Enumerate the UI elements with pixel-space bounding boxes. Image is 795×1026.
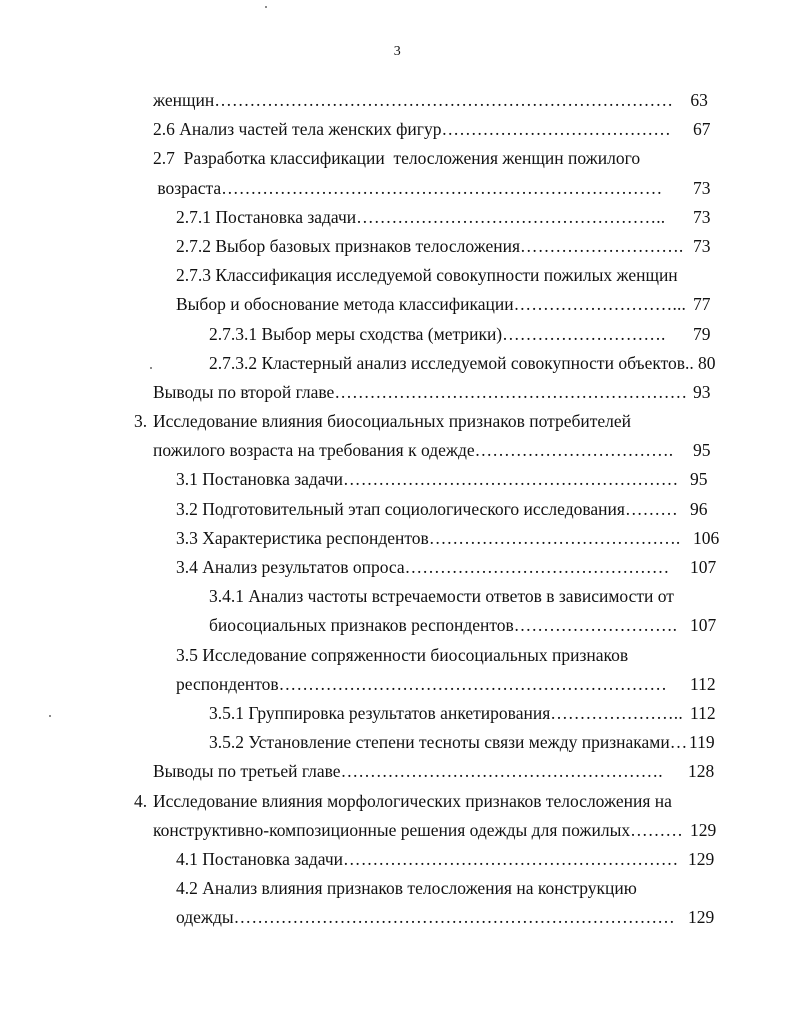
chapter-number: 4. <box>134 790 148 811</box>
toc-entry-page: 112 <box>690 702 716 723</box>
dot-leader: ………………………. <box>520 235 684 256</box>
toc-entry <box>0 203 795 232</box>
toc-entry-text: возраста………………………………………………………………… <box>153 174 662 203</box>
toc-entry-text: конструктивно-композиционные решения одежды для пожилых……… <box>153 816 683 845</box>
toc-entry <box>0 553 795 582</box>
toc-entry-page: 119 <box>689 732 715 753</box>
toc-entry-text: 2.7.3.1 Выбор меры сходства (метрики)………………………. <box>209 320 666 349</box>
toc-entry <box>0 436 795 465</box>
dot-leader: ………………………………………………………… <box>278 673 667 694</box>
toc-entry-text: 3.2 Подготовительный этап социологического исследования……… <box>176 495 678 524</box>
toc-entry-page: 128 <box>688 761 715 782</box>
scan-speck <box>150 367 152 369</box>
toc-entry-text: 3.5.2 Установление степени тесноты связи между признаками… <box>209 732 688 753</box>
toc-entry-page: 106 <box>693 527 720 548</box>
toc-entry <box>0 378 795 407</box>
toc-entry-text: Исследование влияния биосоциальных признаков потребителей <box>153 411 632 432</box>
toc-entry-text: 2.7.3 Классификация исследуемой совокупности пожилых женщин <box>176 265 678 286</box>
toc-entry-page: 67 <box>693 119 711 140</box>
toc-entry-text: 3.4 Анализ результатов опроса……………………………………… <box>176 553 669 582</box>
dot-leader: ……… <box>630 819 684 840</box>
toc-entry-text: 3.5 Исследование сопряженности биосоциальных признаков <box>176 644 629 665</box>
dot-leader: ………………………………………………………………… <box>221 177 663 198</box>
toc-entry-text: респондентов………………………………………………………… <box>176 670 667 699</box>
toc-entry <box>0 845 795 874</box>
toc-entry <box>0 407 795 436</box>
toc-entry-page: 107 <box>690 557 717 577</box>
toc-entry-text: Исследование влияния морфологических признаков телосложения на <box>153 790 672 811</box>
dot-leader: …………………………………………………………………… <box>214 90 674 110</box>
toc-entry-text: биосоциальных признаков респондентов………………………. <box>209 611 677 640</box>
toc-entry <box>0 670 795 699</box>
toc-entry <box>0 86 795 115</box>
dot-leader: ……………………………………. <box>428 527 681 548</box>
dot-leader: ………………………………………………… <box>343 469 679 490</box>
dot-leader: ……… <box>624 498 678 519</box>
toc-entry-text: Выбор и обоснование метода классификации………………………... <box>176 290 686 319</box>
toc-entry-text: одежды………………………………………………………………… <box>176 903 675 932</box>
toc-entry <box>0 232 795 261</box>
dot-leader: ………………………………………………………………… <box>233 907 675 928</box>
dot-leader: ……………………………. <box>474 440 674 461</box>
toc-entry-page: 77 <box>693 294 711 315</box>
toc-entry-text: 2.7 Разработка классификации телосложения женщин пожилого <box>153 148 641 169</box>
toc-entry <box>0 611 795 640</box>
toc-entry <box>0 349 795 378</box>
toc-entry <box>0 641 795 670</box>
toc-entry-page: 129 <box>690 819 717 840</box>
dot-leader: …………………………………………………… <box>334 381 688 402</box>
toc-entry <box>0 465 795 494</box>
toc-entry <box>0 874 795 903</box>
toc-entry <box>0 115 795 144</box>
toc-entry <box>0 144 795 173</box>
toc-entry-text: 3.4.1 Анализ частоты встречаемости ответов в зависимости от <box>209 586 674 607</box>
toc-entry <box>0 757 795 786</box>
page-number: 3 <box>393 44 402 59</box>
toc-entry <box>0 290 795 319</box>
toc-entry-text: Выводы по второй главе…………………………………………………… <box>153 378 687 407</box>
toc-entry <box>0 728 795 757</box>
toc-entry <box>0 582 795 611</box>
dot-leader: …………………………………………….. <box>356 206 666 227</box>
chapter-number: 3. <box>134 411 148 432</box>
toc-entry-text: 2.7.1 Постановка задачи…………………………………………….. <box>176 203 665 232</box>
toc-entry-page: 63 <box>686 90 708 110</box>
toc-entry-page: 107 <box>690 615 717 636</box>
toc-entry-page: 96 <box>690 498 708 519</box>
toc-entry-text: 2.6 Анализ частей тела женских фигур………………………………… <box>153 115 671 144</box>
dot-leader: ………………………. <box>513 615 678 636</box>
toc-entry-text: 4.2 Анализ влияния признаков телосложения на конструкцию <box>176 878 637 899</box>
toc-entry <box>0 320 795 349</box>
toc-entry <box>0 495 795 524</box>
toc-entry-page: 112 <box>690 673 716 694</box>
toc-entry <box>0 903 795 932</box>
scan-speck <box>265 6 267 8</box>
toc-entry-page: 93 <box>693 381 711 402</box>
toc-entry-page: 95 <box>693 440 711 461</box>
dot-leader: ………………….. <box>550 702 683 723</box>
dot-leader: ……………………………………… <box>404 557 670 577</box>
dot-leader: ………………………………………………… <box>343 848 679 869</box>
toc-entry-text: 4.1 Постановка задачи………………………………………………… <box>176 845 678 874</box>
toc-entry-text: Выводы по третьей главе………………………………………………. <box>153 757 663 786</box>
dot-leader: ………………………………… <box>441 119 671 140</box>
toc-entry <box>0 524 795 553</box>
toc-entry-page: 129 <box>688 907 715 928</box>
toc-entry-text: 2.7.2 Выбор базовых признаков телосложения………………………. <box>176 232 683 261</box>
dot-leader: ………………………. <box>502 323 666 344</box>
toc-entry <box>0 699 795 728</box>
toc-entry-text: 3.1 Постановка задачи………………………………………………… <box>176 465 678 494</box>
toc-entry-page: 79 <box>693 323 711 344</box>
toc-entry-text: 2.7.3.2 Кластерный анализ исследуемой совокупности объектов.. <box>209 352 694 373</box>
toc-entry <box>0 816 795 845</box>
toc-entry <box>0 787 795 816</box>
toc-entry-page: 73 <box>693 206 711 227</box>
toc-entry-text: женщин…………………………………………………………………… <box>153 86 673 115</box>
toc-entry-text: 3.3 Характеристика респондентов……………………………………. <box>176 524 680 553</box>
dot-leader: ………………………………………………. <box>340 761 663 782</box>
toc-entry-text: 3.5.1 Группировка результатов анкетирования………………….. <box>209 699 683 728</box>
dot-leader: ………………………... <box>513 294 687 315</box>
table-of-contents <box>0 86 795 932</box>
toc-entry <box>0 174 795 203</box>
toc-entry-page: 73 <box>693 235 711 256</box>
toc-entry-page: 129 <box>688 848 715 869</box>
toc-entry-page: 80 <box>698 352 716 373</box>
scan-speck <box>49 715 51 717</box>
toc-entry <box>0 261 795 290</box>
toc-entry-page: 73 <box>693 177 711 198</box>
toc-entry-text: пожилого возраста на требования к одежде……………………………. <box>153 436 673 465</box>
toc-entry-page: 95 <box>690 469 708 490</box>
